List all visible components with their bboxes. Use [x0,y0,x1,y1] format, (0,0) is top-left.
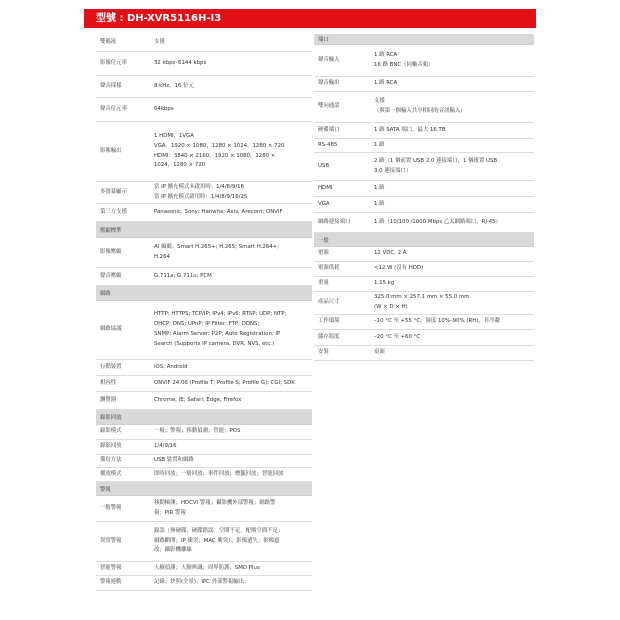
spec-value-line: 人臉偵測；人臉辨識；周界防護；SMD Plus [154,564,260,571]
spec-value-line: 1 路 [374,141,385,148]
spec-value [372,247,534,261]
spec-row [314,139,534,153]
spec-value-line: （與第一個輸入共享相同的音訊輸入） [374,108,466,114]
spec-value-line: –10 °C 至 +55 °C，濕度 10%–90% (RH)，非冷凝 [374,318,500,325]
spec-value-line: 12 VDC, 2 A [374,250,407,257]
spec-row [96,496,312,522]
spec-value [372,315,534,329]
spec-value [372,213,534,232]
spec-label: 重量 [318,280,329,287]
spec-value [152,360,312,375]
spec-row [96,34,312,52]
spec-label: 錄影回放 [100,443,122,450]
spec-label: 聲音輸出 [318,80,340,87]
spec-value-line: 1.15 kg [374,280,395,287]
spec-row [96,268,312,286]
spec-value [372,262,534,276]
spec-label: 網路連接端口 [318,218,351,225]
spec-label: 雙碼流 [100,38,117,45]
spec-row [96,98,312,122]
spec-row [314,262,534,277]
spec-label: 異常警報 [100,537,122,544]
section-header: 一般 [314,233,534,247]
spec-value-line: 支援 [374,98,385,105]
spec-value-line: 16 路 BNC（同軸音頻） [374,61,434,68]
spec-value-line: DHCP; DNS; UPnP; IP Filter; FTP; DDNS; [154,321,260,328]
spec-label: 聲音位元率 [100,105,127,112]
section-header: 壓縮標準 [96,222,312,238]
spec-row [96,522,312,562]
section-header: 警報 [96,482,312,496]
spec-value-line: Panasonic; Sony; Hanwha; Axis; Arecont; ONVIF [154,208,283,215]
spec-row [314,213,534,233]
spec-value-line: 錄誤（無硬碟、硬碟錯誤、空間不足，配額空間不足； [154,527,284,534]
spec-value-line: 1 路 RCA [374,80,398,87]
spec-value-line: Chrome; IE; Safari; Edge; Firefox [154,396,242,403]
spec-value-line: SNMP; Alarm Server; P2P; Auto Registration; IP [154,331,281,337]
spec-row [314,197,534,213]
spec-value [152,440,312,454]
spec-value-line: HDMI：3840 × 2160，1920 × 1080，1280 × [154,152,276,159]
spec-value-line: 1 路 RCA [374,51,398,58]
spec-value-line: 1024，1280 × 720 [154,162,206,169]
spec-value [372,181,534,196]
spec-label: 網路協議 [100,326,122,333]
spec-row [314,153,534,181]
spec-row [314,330,534,346]
spec-row [96,122,312,182]
spec-row [96,301,312,360]
spec-value-line: 1/4/9/16 [154,443,177,450]
spec-value [152,182,312,203]
spec-value [152,496,312,521]
spec-row [96,440,312,455]
spec-label: 影像輸出 [100,147,122,154]
spec-row [314,346,534,361]
spec-value-line: ONVIF 24.06 (Profile T; Profile S; Profile G); CGI; SDK [154,379,295,386]
spec-row [96,455,312,468]
spec-row [314,247,534,262]
spec-value [152,576,312,590]
spec-value-line: (W × D × H) [374,304,408,310]
spec-value-line: –20 °C 至 +60 °C [374,333,421,340]
spec-value-line: 1 路 [374,184,385,191]
spec-row [96,562,312,576]
spec-label: 雙向通話 [318,103,340,110]
spec-value [152,562,312,575]
spec-value-line: 3.0 連接端口） [374,167,412,174]
spec-row [96,204,312,222]
spec-value [372,139,534,152]
spec-row [96,360,312,376]
spec-value-line: <12 W (沒有 HDD) [374,265,424,272]
spec-label: 聲音採樣 [100,82,122,89]
spec-value [152,268,312,285]
spec-label: 一般警報 [100,504,122,511]
spec-label: 聲音壓縮 [100,272,122,279]
spec-label: VGA [318,200,330,207]
spec-row [96,238,312,268]
spec-value [152,122,312,181]
spec-label: 聲音輸入 [318,56,340,63]
spec-value [152,76,312,97]
spec-label: 第三方支援 [100,208,127,215]
spec-value-line: 325.0 mm × 257.1 mm × 55.0 mm [374,294,470,301]
spec-value-line: 64kbps [154,105,174,112]
spec-value-line: 即時回放；一般回放；事件回放；標籤回放；智能回放 [154,470,284,477]
spec-row [314,123,534,139]
spec-value [152,425,312,439]
spec-label: HDMI [318,184,333,191]
spec-row [314,315,534,330]
spec-label: 多螢幕顯示 [100,188,127,195]
spec-row [96,576,312,591]
spec-value [152,522,312,561]
spec-row [96,425,312,440]
spec-label: 相容性 [100,379,117,386]
spec-label: 硬碟端口 [318,126,340,133]
spec-value-line: 網路斷開；IP 衝突；MAC 衝突）；影像遺失；影像遮 [154,537,280,544]
spec-value-line: 移動檢測；HDCVI 警報；攝影機外部警報；網路警 [154,499,276,506]
spec-value-line: USB 裝置和網路 [154,457,194,464]
spec-value [152,98,312,121]
spec-label: 儲存溫度 [318,333,340,340]
spec-value-line: G.711a; G.711u; PCM [154,272,212,279]
spec-row [314,181,534,197]
spec-value-line: 改；攝影機離線 [154,547,192,554]
spec-label: 行動裝置 [100,363,122,370]
spec-row [314,45,534,77]
spec-label: 影像位元率 [100,59,127,66]
spec-value-line: 1 路（10/100 /1000 Mbps 乙太網路端口，RJ-45） [374,218,501,225]
spec-value [372,346,534,360]
spec-value-line: 2 路（1 個前置 USB 2.0 連接端口，1 個後置 USB [374,157,498,164]
spec-row [314,92,534,123]
spec-row [314,77,534,92]
spec-row [96,182,312,204]
spec-value [152,455,312,467]
spec-value [372,92,534,122]
spec-label: 影像壓縮 [100,248,122,255]
spec-value-line: 當 IP 擴充模式未啟用時：1/4/8/9/16 [154,183,245,190]
spec-value-line: 桌面 [374,349,385,356]
spec-value-line: 支援 [154,38,165,45]
spec-row [96,376,312,392]
spec-value-line: 32 kbps–6144 kbps [154,59,207,66]
spec-label: RS-485 [318,141,338,148]
spec-value [372,153,534,180]
spec-value [372,45,534,76]
spec-value-line: Search (Supports IP camera, DVR, NVS, etc.) [154,340,275,347]
spec-value-line: HTTP; HTTPS; TCP/IP; IPv4; IPv6; RTSP; UDP; NTP; [154,311,287,318]
spec-row [314,277,534,292]
spec-label: 電源 [318,250,329,257]
spec-value-line: H.264 [154,253,170,260]
spec-label: USB [318,162,330,169]
spec-value [372,277,534,291]
spec-value [372,330,534,345]
spec-row [96,52,312,76]
spec-label: 電源供耗 [318,265,340,272]
spec-value-line: 當 IP 擴充模式啟用時：1/4/8/9/16/25 [154,193,248,200]
spec-value-line: 一般；警報；移動偵測；智能；POS [154,428,241,435]
spec-value [152,301,312,359]
spec-value-line: 8 kHz，16 位元 [154,82,194,89]
spec-table-left [96,34,312,591]
spec-label: 警報連動 [100,579,122,586]
spec-label: 播放模式 [100,470,122,477]
spec-label: 產品尺寸 [318,299,340,306]
spec-value [372,292,534,314]
spec-value [152,52,312,75]
spec-value-line: AI 編碼；Smart H.265+; H.265; Smart H.264+; [154,243,279,250]
spec-value-line: iOS; Android [154,363,188,370]
spec-value [152,204,312,221]
spec-value [372,123,534,138]
spec-value-line: 1 HDMI，1VGA [154,132,194,139]
spec-label: 智能警報 [100,564,122,571]
section-header: 端口 [314,34,534,45]
spec-value [372,197,534,212]
spec-label: 錄影模式 [100,428,122,435]
spec-value-line: 1 路 [374,200,385,207]
spec-value [152,238,312,267]
spec-value [152,34,312,51]
spec-row [96,76,312,98]
spec-value [152,392,312,409]
spec-value-line: VGA：1920 × 1080，1280 × 1024，1280 × 720 [154,142,285,149]
spec-value [152,468,312,481]
model-title: 型號 : DH-XVR5116H-I3 [84,9,536,28]
spec-row [96,392,312,410]
spec-label: 工作環境 [318,318,340,325]
spec-label: 安裝 [318,349,329,356]
spec-label: 備份方法 [100,457,122,464]
spec-value-line: 記錄；快照(全景)；IPC 外部警報輸出； [154,579,250,586]
spec-value [152,376,312,391]
spec-row [314,292,534,315]
spec-value [372,77,534,91]
spec-label: 瀏覽器 [100,396,117,403]
section-header: 錄影回放 [96,410,312,425]
section-header: 網路 [96,286,312,301]
spec-value-line: 報；PIR 警報 [154,509,186,516]
spec-row [96,468,312,482]
spec-value-line: 1 路 SATA 端口，最大 16 TB [374,126,446,133]
spec-table-right [314,34,534,361]
